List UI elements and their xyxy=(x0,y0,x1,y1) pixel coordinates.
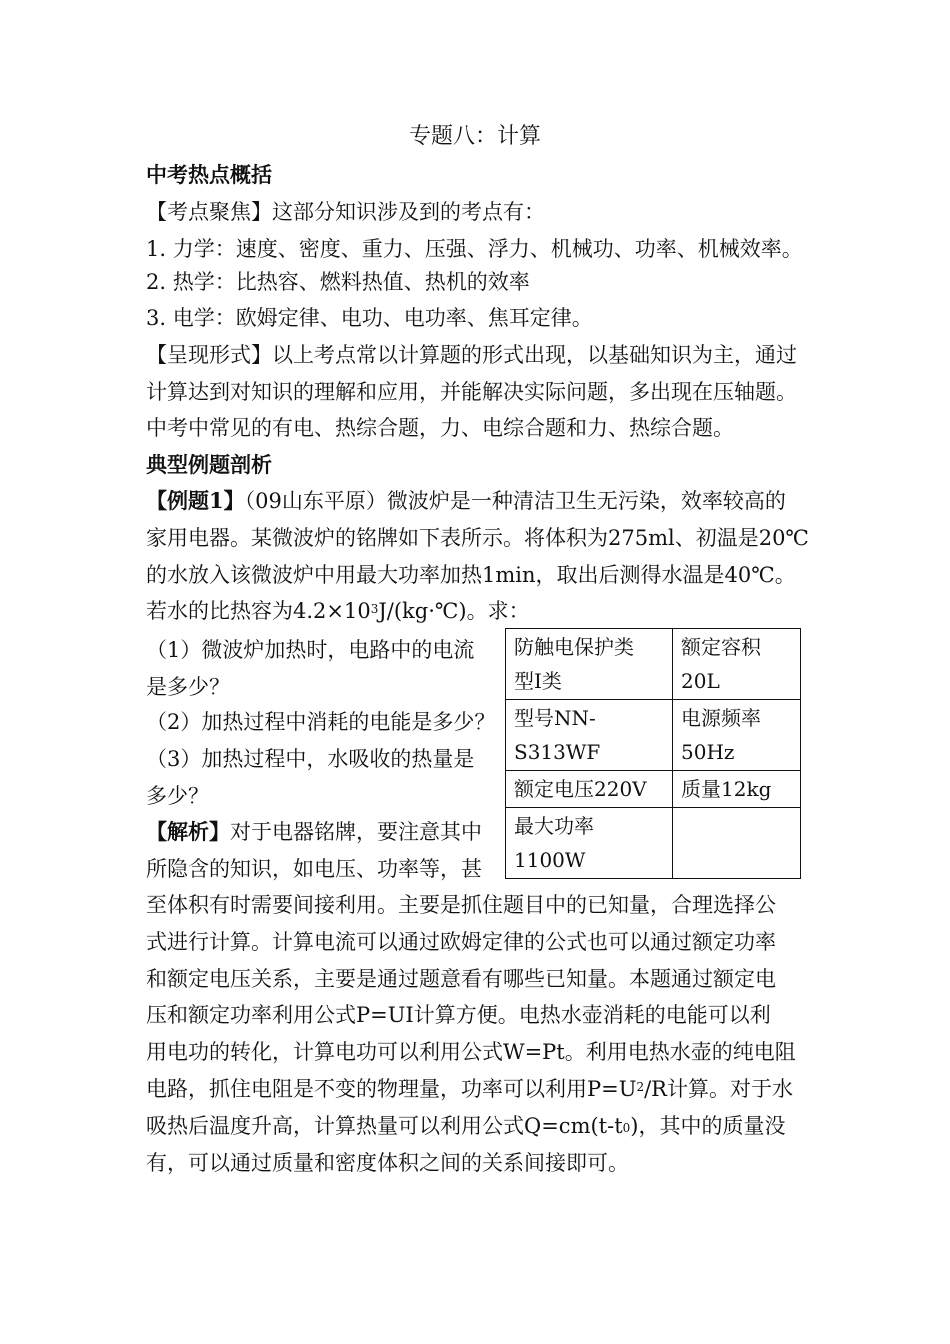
table-cell xyxy=(673,629,801,700)
analysis-line5: 和额定电压关系，主要是通过题意看有哪些已知量。本题通过额定电 xyxy=(146,967,776,991)
cell-text: 防触电保护类 xyxy=(514,635,634,659)
analysis-tag: 【解析】 xyxy=(146,819,230,844)
analysis-line2: 所隐含的知识，如电压、功率等，甚 xyxy=(146,857,482,881)
question-2: （2）加热过程中消耗的电能是多少？ xyxy=(146,710,496,734)
focus-paragraph xyxy=(146,197,545,227)
table-cell xyxy=(506,629,673,700)
list-item-mechanics: 1. 力学：速度、密度、重力、压强、浮力、机械功、功率、机械效率。 xyxy=(146,237,803,261)
example-line4-text: 若水的比热容为4.2×10 xyxy=(146,599,371,623)
analysis-line3: 至体积有时需要间接利用。主要是抓住题目中的已知量，合理选择公 xyxy=(146,893,776,917)
analysis-line4: 式进行计算。计算电流可以通过欧姆定律的公式也可以通过额定功率 xyxy=(146,930,776,954)
cell-text: 型Ⅰ类 xyxy=(514,669,562,693)
superscript: 3 xyxy=(370,602,379,616)
analysis-line6: 压和额定功率利用公式P=UI计算方便。电热水壶消耗的电能可以利 xyxy=(146,1003,771,1027)
table-row xyxy=(506,629,801,700)
example-line4 xyxy=(146,596,530,626)
cell-text: 电源频率 xyxy=(681,706,761,730)
superscript: 2 xyxy=(636,1080,645,1094)
form-paragraph-line2: 计算达到对知识的理解和应用，并能解决实际问题，多出现在压轴题。 xyxy=(146,380,797,404)
subscript: 0 xyxy=(622,1121,631,1135)
example-line3: 的水放入该微波炉中用最大功率加热1min，取出后测得水温是40℃。 xyxy=(146,563,796,587)
table-row xyxy=(506,771,801,808)
example-tag: 【例题1】 xyxy=(146,488,245,513)
form-paragraph-line3: 中考中常见的有电、热综合题，力、电综合题和力、热综合题。 xyxy=(146,416,734,440)
table-row xyxy=(506,808,801,879)
cell-text: S313WF xyxy=(514,740,601,764)
table-row xyxy=(506,700,801,771)
page-title: 专题八：计算 xyxy=(408,124,541,149)
table-cell xyxy=(506,700,673,771)
cell-text: 20L xyxy=(681,669,720,693)
form-tag: 【呈现形式】 xyxy=(146,343,272,367)
cell-text: 50Hz xyxy=(681,740,735,764)
form-text: 以上考点常以计算题的形式出现，以基础知识为主，通过 xyxy=(272,343,797,367)
analysis-line9 xyxy=(146,1111,786,1141)
cell-text: 型号NN- xyxy=(514,706,596,730)
analysis-line8-text-end: /R计算。对于水 xyxy=(644,1077,793,1101)
question-3-line1: （3）加热过程中，水吸收的热量是 xyxy=(146,747,475,771)
cell-text: 1100W xyxy=(514,848,586,872)
cell-text: 最大功率 xyxy=(514,814,594,838)
focus-text: 这部分知识涉及到的考点有： xyxy=(272,200,545,224)
table-cell xyxy=(673,771,801,808)
example-line2: 家用电器。某微波炉的铭牌如下表所示。将体积为275ml、初温是20℃ xyxy=(146,526,809,550)
analysis-line8-text: 电路，抓住电阻是不变的物理量，功率可以利用P=U xyxy=(146,1077,637,1101)
analysis-line1 xyxy=(146,817,482,847)
analysis-line9-text: 吸热后温度升高，计算热量可以利用公式Q=cm(t-t xyxy=(146,1114,623,1138)
table-cell xyxy=(673,700,801,771)
analysis-line9-text-end: )，其中的质量没 xyxy=(630,1114,786,1138)
nameplate-table xyxy=(505,628,801,879)
cell-text: 质量12kg xyxy=(681,777,772,801)
focus-tag: 【考点聚焦】 xyxy=(146,200,272,224)
example-text: （09山东平原）微波炉是一种清洁卫生无污染，效率较高的 xyxy=(244,489,786,513)
table-cell xyxy=(673,808,801,879)
analysis-text: 对于电器铭牌，要注意其中 xyxy=(230,820,482,844)
analysis-line10: 有，可以通过质量和密度体积之间的关系间接即可。 xyxy=(146,1151,629,1175)
analysis-line8 xyxy=(146,1074,793,1104)
section-heading-examples: 典型例题剖析 xyxy=(146,452,272,477)
cell-text: 额定容积 xyxy=(681,635,761,659)
section-heading-hotspots: 中考热点概括 xyxy=(146,162,272,187)
table-cell xyxy=(506,808,673,879)
example-line1 xyxy=(146,486,786,516)
list-item-heat: 2. 热学：比热容、燃料热值、热机的效率 xyxy=(146,270,530,294)
table-cell xyxy=(506,771,673,808)
list-item-electricity: 3. 电学：欧姆定律、电功、电功率、焦耳定律。 xyxy=(146,306,593,330)
question-1-line1: （1）微波炉加热时，电路中的电流 xyxy=(146,638,475,662)
question-3-line2: 多少？ xyxy=(146,784,209,808)
example-line4-text-end: J/(kg·℃)。求： xyxy=(378,599,530,623)
question-1-line2: 是多少？ xyxy=(146,675,230,699)
analysis-line7: 用电功的转化，计算电功可以利用公式W=Pt。利用电热水壶的纯电阻 xyxy=(146,1040,796,1064)
form-paragraph-line1 xyxy=(146,340,797,370)
cell-text: 额定电压220V xyxy=(514,777,647,801)
